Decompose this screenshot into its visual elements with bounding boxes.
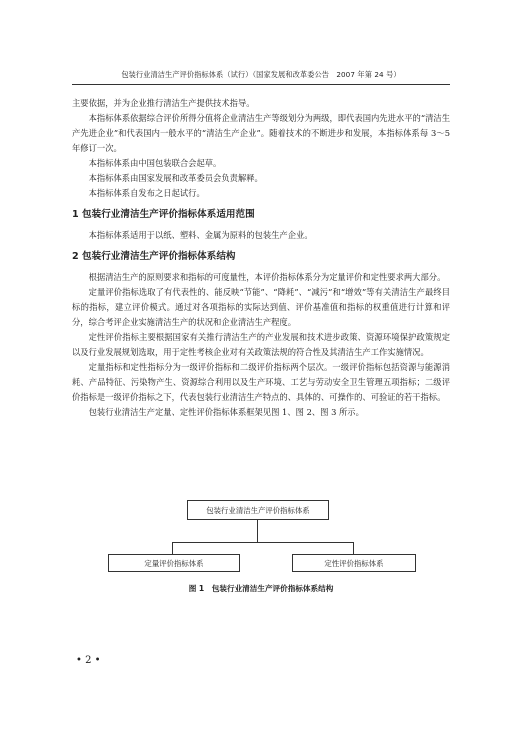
intro-paragraph: 本指标体系由国家发展和改革委员会负责解释。 <box>88 173 263 183</box>
diagram-right-box <box>292 554 416 572</box>
connector-line <box>172 542 354 543</box>
intro-paragraph: 本指标体系自发布之日起试行。 <box>88 188 205 198</box>
page-number: • 2 • <box>76 655 101 666</box>
section-2-heading: 2 包装行业清洁生产评价指标体系结构 <box>72 251 236 262</box>
connector-line <box>172 542 173 554</box>
connector-line <box>257 520 258 542</box>
section-2-paragraph: 定量评价指标选取了有代表性的、能反映“节能”、“降耗”、“减污”和“增效”等有关清洁生产最终目标的指标，建立评价模式。通过对各项指标的实际达到值、评价基准值和指标的权重值进行计算和评分，综合考评企业实施清洁生产的状况和企业清洁生产程度。 <box>72 287 450 327</box>
section-2-paragraph: 定量指标和定性指标分为一级评价指标和二级评价指标两个层次。一级评价指标包括资源与能源消耗、产品特征、污染物产生、资源综合利用以及生产环境、工艺与劳动安全卫生管理五项指标；二级评价指标是一级评价指标之下，代表包装行业清洁生产特点的、具体的、可操作的、可验证的若干指标。 <box>72 362 450 402</box>
section-2-paragraph: 包装行业清洁生产定量、定性评价指标体系框架见图 1、图 2、图 3 所示。 <box>88 407 364 417</box>
connector-line <box>353 542 354 554</box>
section-2-paragraph: 定性评价指标主要根据国家有关推行清洁生产的产业发展和技术进步政策、资源环境保护政策规定以及行业发展规划选取，用于定性考核企业对有关政策法规的符合性及其清洁生产工作实施情况。 <box>72 332 450 357</box>
intro-paragraph: 本指标体系由中国包装联合会起草。 <box>88 158 222 168</box>
diagram-left-box <box>108 554 240 572</box>
intro-paragraph: 主要依据，并为企业推行清洁生产提供技术指导。 <box>72 98 255 108</box>
section-1-heading: 1 包装行业清洁生产评价指标体系适用范围 <box>72 209 255 220</box>
structure-diagram <box>72 496 450 596</box>
intro-paragraph: 本指标体系依据综合评价所得分值将企业清洁生产等级划分为两级，即代表国内先进水平的“清洁生产先进企业”和代表国内一般水平的“清洁生产企业”。随着技术的不断进步和发展，本指标体系每 3～5 年修订一次。 <box>72 113 450 153</box>
diagram-left-label: 定量评价指标体系 <box>144 558 204 568</box>
section-2-paragraph: 根据清洁生产的原则要求和指标的可度量性，本评价指标体系分为定量评价和定性要求两大部分。 <box>88 272 446 282</box>
diagram-top-label: 包装行业清洁生产评价指标体系 <box>206 505 310 515</box>
body-content <box>72 96 450 420</box>
running-header: 包装行业清洁生产评价指标体系（试行）（国家发展和改革委公告 2007 年第 24 号） <box>72 70 450 85</box>
figure-caption: 图 1 包装行业清洁生产评价指标体系结构 <box>188 584 334 593</box>
diagram-right-label: 定性评价指标体系 <box>324 558 384 568</box>
diagram-top-box <box>187 500 329 520</box>
section-1-paragraph: 本指标体系适用于以纸、塑料、金属为原料的包装生产企业。 <box>88 230 313 240</box>
